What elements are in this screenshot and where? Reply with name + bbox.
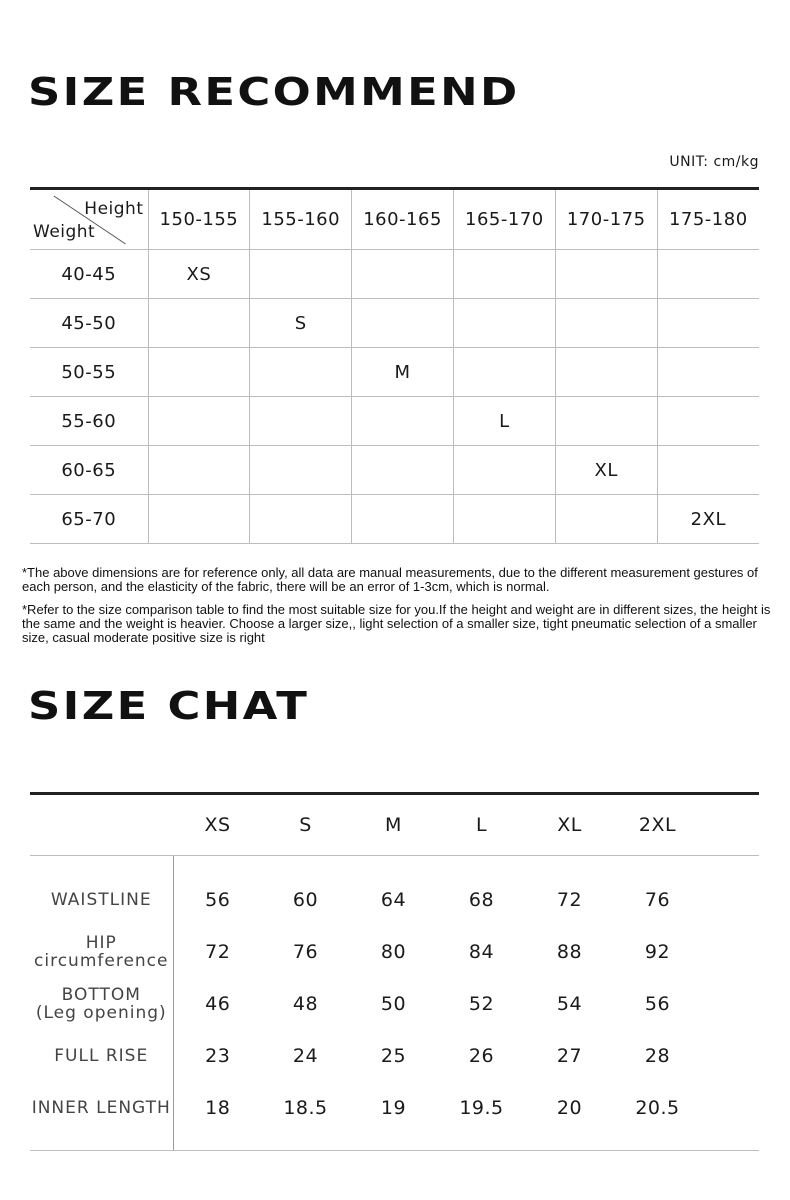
value-cell: 20	[525, 1082, 614, 1151]
table-row	[30, 299, 759, 348]
value-cell: 54	[556, 993, 583, 1015]
height-header: 155-160	[250, 189, 352, 250]
height-header: 170-175	[555, 189, 657, 250]
measurement-label	[30, 1082, 173, 1151]
value-cell: 60	[292, 889, 319, 911]
disclaimer-note: *The above dimensions are for reference only, all data are manual measurements, due to the different measurement gestures of each person, and the elasticity of the fabric, there will be an error of 1-3cm, which is normal.	[22, 565, 758, 594]
empty-cell	[701, 1082, 759, 1151]
measurement-label	[30, 856, 173, 927]
size-cell: S	[250, 299, 352, 348]
value-cell: 26	[468, 1045, 495, 1067]
measurement-label	[30, 978, 173, 1030]
size-cell	[352, 397, 454, 446]
measurement-label	[30, 926, 173, 978]
size-cell: L	[453, 397, 555, 446]
value-cell: 56	[644, 993, 671, 1015]
size-cell	[148, 397, 250, 446]
value-cell: 72	[556, 889, 583, 911]
table-row	[30, 446, 759, 495]
weight-cell: 45-50	[30, 299, 148, 348]
size-cell: M	[352, 348, 454, 397]
measurement-label	[30, 1030, 173, 1082]
height-header: 175-180	[657, 189, 759, 250]
weight-cell: 40-45	[30, 250, 148, 299]
table-row	[30, 397, 759, 446]
weight-cell: 55-60	[30, 397, 148, 446]
size-cell	[148, 446, 250, 495]
value-cell: 50	[380, 993, 407, 1015]
table-row	[30, 495, 759, 544]
size-cell	[657, 299, 759, 348]
size-cell	[555, 495, 657, 544]
size-cell	[148, 299, 250, 348]
value-cell: 68	[468, 889, 495, 911]
table-row	[30, 856, 759, 927]
corner-cell	[30, 189, 148, 250]
size-cell	[352, 250, 454, 299]
empty-cell	[701, 856, 759, 927]
empty-cell	[701, 926, 759, 978]
value-cell: 46	[205, 993, 231, 1015]
size-cell	[657, 348, 759, 397]
value-cell: 19	[349, 1082, 438, 1151]
size-cell	[250, 250, 352, 299]
value-cell: 88	[556, 941, 583, 963]
size-cell	[657, 446, 759, 495]
table-row	[30, 1030, 759, 1082]
size-cell	[555, 348, 657, 397]
corner-weight-label: Weight	[33, 222, 96, 242]
empty-header-cell	[30, 794, 173, 856]
size-cell	[148, 495, 250, 544]
value-cell: 80	[380, 941, 407, 963]
header-row	[30, 794, 759, 856]
size-cell	[453, 250, 555, 299]
corner-height-label: Height	[84, 199, 144, 219]
value-cell: 18	[173, 1082, 262, 1151]
value-cell: 76	[644, 889, 671, 911]
label-main: INNER LENGTH	[31, 1098, 171, 1118]
size-cell	[148, 348, 250, 397]
size-cell	[352, 299, 454, 348]
empty-cell	[701, 1030, 759, 1082]
label-sub: (Leg opening)	[35, 1003, 167, 1023]
value-cell: 48	[292, 993, 319, 1015]
value-cell: 25	[380, 1045, 407, 1067]
label-sub: circumference	[34, 951, 169, 971]
height-header: 165-170	[453, 189, 555, 250]
header-row	[30, 189, 759, 250]
label-main: BOTTOM	[61, 985, 141, 1005]
size-chart-title: SIZE CHAT	[28, 684, 310, 728]
empty-header-cell	[701, 794, 759, 856]
size-header: 2XL	[614, 794, 701, 856]
value-cell: 92	[644, 941, 671, 963]
value-cell: 24	[292, 1045, 319, 1067]
table-row	[30, 978, 759, 1030]
label-main: HIP	[85, 933, 117, 953]
value-cell: 19.5	[438, 1082, 525, 1151]
size-cell: XL	[555, 446, 657, 495]
size-cell	[250, 446, 352, 495]
value-cell: 76	[292, 941, 319, 963]
value-cell: 56	[205, 889, 231, 911]
size-cell	[352, 495, 454, 544]
value-cell: 18.5	[262, 1082, 349, 1151]
size-cell	[250, 495, 352, 544]
size-cell: 2XL	[657, 495, 759, 544]
value-cell: 72	[205, 941, 231, 963]
value-cell: 27	[556, 1045, 583, 1067]
size-cell	[250, 348, 352, 397]
weight-cell: 65-70	[30, 495, 148, 544]
size-header: L	[438, 794, 525, 856]
unit-label: UNIT: cm/kg	[669, 154, 759, 170]
weight-cell: 50-55	[30, 348, 148, 397]
label-main: FULL RISE	[54, 1046, 149, 1066]
table-row	[30, 250, 759, 299]
value-cell: 28	[644, 1045, 671, 1067]
table-row	[30, 348, 759, 397]
size-advice-note: *Refer to the size comparison table to find the most suitable size for you.If the height and weight are in different sizes, the height is the same and the weight is heavier. Choose a larger size,, light selection of a smaller size, tight pneumatic selection of a smaller size, casual moderate positive size is right	[22, 602, 771, 645]
weight-cell: 60-65	[30, 446, 148, 495]
size-header: XS	[173, 794, 262, 856]
size-cell	[453, 495, 555, 544]
size-cell	[555, 299, 657, 348]
size-header: M	[349, 794, 438, 856]
value-cell: 23	[205, 1045, 231, 1067]
size-cell	[657, 250, 759, 299]
size-cell: XS	[148, 250, 250, 299]
value-cell: 20.5	[614, 1082, 701, 1151]
value-cell: 64	[380, 889, 407, 911]
value-cell: 52	[468, 993, 495, 1015]
size-recommend-table	[30, 187, 759, 544]
height-header: 150-155	[148, 189, 250, 250]
size-cell	[453, 348, 555, 397]
size-cell	[657, 397, 759, 446]
value-cell: 84	[468, 941, 495, 963]
size-cell	[555, 397, 657, 446]
empty-cell	[701, 978, 759, 1030]
size-cell	[352, 446, 454, 495]
size-header: XL	[525, 794, 614, 856]
size-cell	[453, 299, 555, 348]
height-header: 160-165	[352, 189, 454, 250]
size-cell	[555, 250, 657, 299]
size-header: S	[262, 794, 349, 856]
size-recommend-title: SIZE RECOMMEND	[28, 70, 520, 114]
size-chart-table	[30, 792, 759, 1151]
size-cell	[453, 446, 555, 495]
size-cell	[250, 397, 352, 446]
table-row	[30, 1082, 759, 1151]
label-main: WAISTLINE	[50, 890, 152, 910]
table-row	[30, 926, 759, 978]
